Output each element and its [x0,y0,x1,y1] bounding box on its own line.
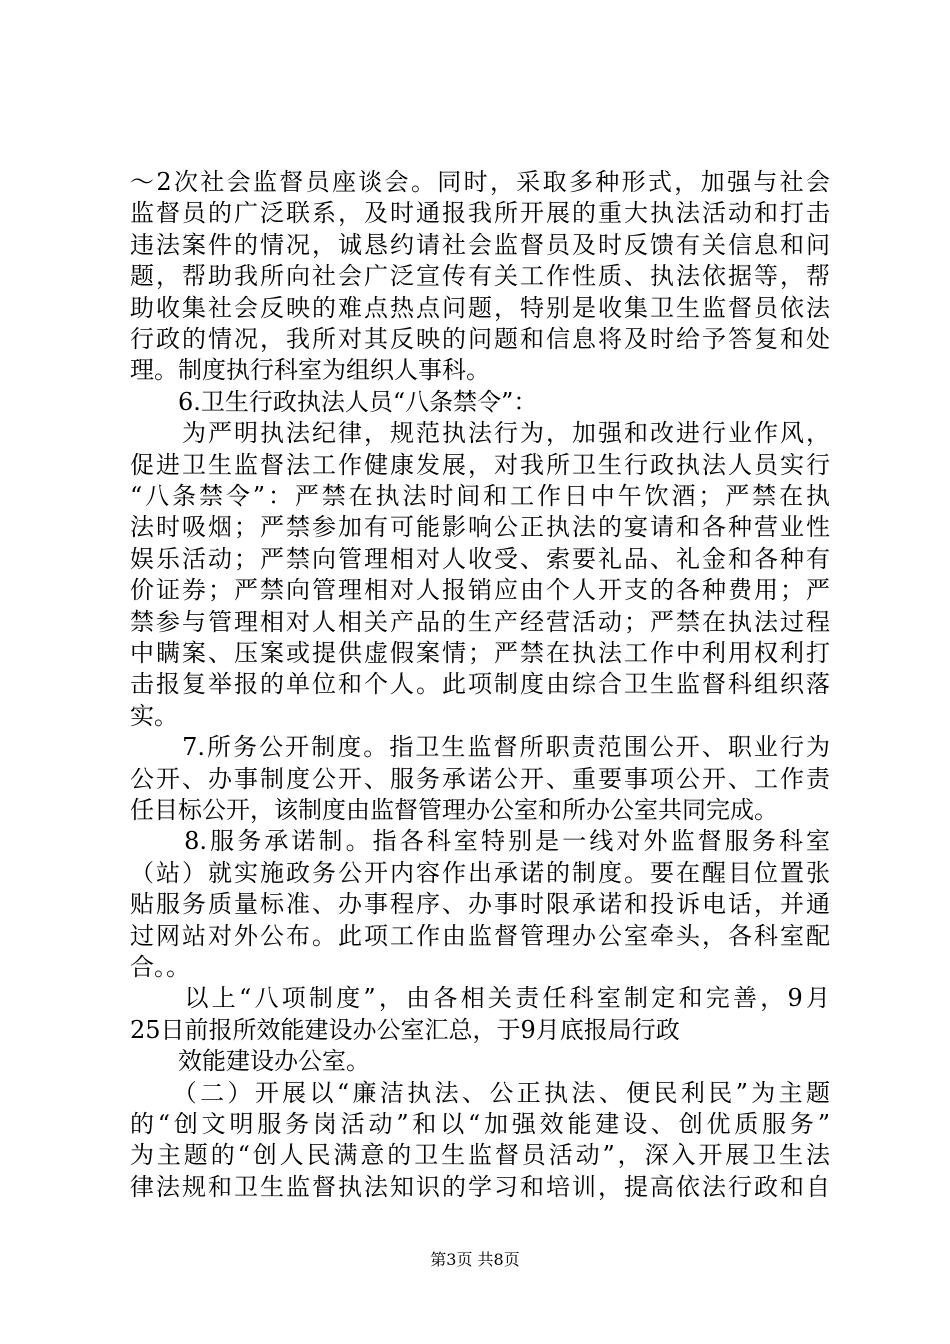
text-line: 禁参与管理相对人相关产品的生产经营活动；严禁在执法过程 [130,607,830,636]
text-line: 价证券；严禁向管理相对人报销应由个人开支的各种费用；严 [130,576,830,605]
text-line: 监督员的广泛联系，及时通报我所开展的重大执法活动和打击 [130,199,830,228]
text-line: 娱乐活动；严禁向管理相对人收受、索要礼品、礼金和各种有 [130,544,830,573]
text-line: 公开、办事制度公开、服务承诺公开、重要事项公开、工作责 [130,764,830,793]
text-line: 合。。 [130,953,190,981]
text-line: ～2次社会监督员座谈会。同时，采取多种形式，加强与社会 [130,168,830,196]
text-line: 促进卫生监督法工作健康发展，对我所卫生行政执法人员实行 [130,450,830,479]
text-line: （站）就实施政务公开内容作出承诺的制度。要在醒目位置张 [130,858,830,887]
text-line: 实。 [130,701,178,730]
text-line: 以上“八项制度”，由各相关责任科室制定和完善，9月 [130,984,830,1013]
text-line: 的“创文明服务岗活动”和以“加强效能建设、创优质服务” [130,1110,830,1138]
text-line: （二）开展以“廉洁执法、公正执法、便民利民”为主题 [130,1078,830,1107]
text-line: 题，帮助我所向社会广泛宣传有关工作性质、执法依据等，帮 [130,262,830,291]
text-line: 任目标公开，该制度由监督管理办公室和所办公室共同完成。 [130,796,778,824]
text-line: 为严明执法纪律，规范执法行为，加强和改进行业作风， [130,419,830,448]
text-line: “八条禁令”：严禁在执法时间和工作日中午饮酒；严禁在执 [130,482,830,510]
text-line: 行政的情况，我所对其反映的问题和信息将及时给予答复和处 [130,325,830,353]
text-line: 中瞒案、压案或提供虚假案情；严禁在执法工作中利用权利打 [130,639,830,667]
text-line: 7.所务公开制度。指卫生监督所职责范围公开、职业行为 [130,733,830,762]
text-line: 律法规和卫生监督执法知识的学习和培训，提高依法行政和自 [130,1172,830,1201]
text-line: 为主题的“创人民满意的卫生监督员活动”，深入开展卫生法 [130,1141,830,1170]
text-line: 理。制度执行科室为组织人事科。 [130,356,490,385]
text-line: 8.服务承诺制。指各科室特别是一线对外监督服务科室 [130,827,830,856]
text-line: 助收集社会反映的难点热点问题，特别是收集卫生监督员依法 [130,293,830,322]
text-line: 贴服务质量标准、办事程序、办事时限承诺和投诉电话，并通 [130,890,830,919]
text-line: 击报复举报的单位和个人。此项制度由综合卫生监督科组织落 [130,670,830,699]
page-footer: 第3页 共8页 [430,1250,520,1269]
text-line: 违法案件的情况，诚恳约请社会监督员及时反馈有关信息和问 [130,230,830,259]
text-line: 25日前报所效能建设办公室汇总，于9月底报局行政 [130,1015,680,1044]
text-line: 效能建设办公室。 [130,1047,370,1076]
text-line: 法时吸烟；严禁参加有可能影响公正执法的宴请和各种营业性 [130,513,830,542]
section-heading: 6.卫生行政执法人员“八条禁令”： [130,387,538,416]
text-line: 过网站对外公布。此项工作由监督管理办公室牵头，各科室配 [130,921,830,950]
